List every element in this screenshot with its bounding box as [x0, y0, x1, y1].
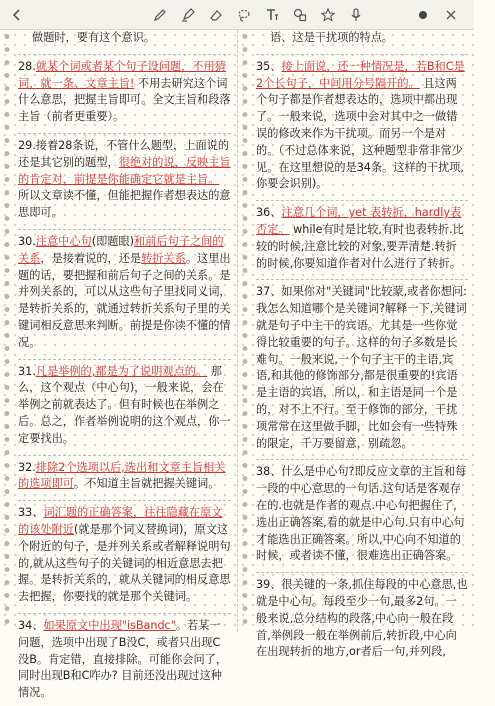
- eraser-icon[interactable]: [205, 4, 227, 26]
- note-item-l29: [18, 138, 231, 226]
- note-text: 34、: [18, 618, 44, 632]
- note-text: (即题眼): [91, 234, 135, 248]
- highlighted-text: 就某个词或者某个句子设问题，不用猜词，就一条、文章主旨!: [18, 59, 226, 90]
- note-text: 38、什么是中心句?即反应文章的主旨和每一段的中心意思的一句话.这句话是客观存在的.也就是作者的观点.中心句把握住了,选出正确答案,看的就是中心句.只有中心句才能选出正确答案。所以,中心向不知道的时候，或者读不懂，很难选出正确答案。: [256, 465, 467, 563]
- dashed-divider: [18, 500, 231, 501]
- note-text: 。不知道主旨就把握关键词。: [73, 477, 220, 491]
- lasso-icon[interactable]: [233, 4, 255, 26]
- back-icon[interactable]: [6, 4, 28, 26]
- close-icon[interactable]: [440, 4, 462, 26]
- highlighted-text: 词汇题的正确答案，往往隐藏在原文的该处附近: [18, 506, 223, 536]
- note-text: 39、很关键的一条,抓住每段的中心意思,也就是中心句。每段至少一句,最多2句。一般来说,总分结构的段落,中心向一般在段首,举例段一般在举例前后,转折段,中心向在出现转折的地方,or者后一句,并列段,: [256, 578, 468, 659]
- mic-icon[interactable]: [345, 4, 367, 26]
- highlighted-text: 很绝对的说，反映主旨的肯定对，前提是你能确定它就是主旨。: [18, 155, 231, 186]
- note-text: 37、如果你对"关键词"比较蒙,或者你想问:我怎么知道哪个是关键词?解释一下,关键词就是句子中主干的宾语。尤其是一些你觉得比较重要的句子。这样的句子多数是长难句。一般来说,一个句子主干的主语,宾语,和其他的修饰部分,都是很重要的!宾语是主语的宾语，所以，和主语是同一个是的，对不上不行。至于修饰的部分，干扰项常常在这里做手脚，比如会有一些特殊的限定，千万要留意，别疏忽。: [256, 285, 467, 450]
- note-text: 且这两个句子都是作者想表达的，选项中都出现了。一般来说，选项中会对其中之一做错误的修改来作为干扰项。而另一个是对的。（不过总体来说，这种题型非常非常少见。在这里想说的是34条。这样的干扰项,你要会识别)。: [256, 76, 464, 191]
- dashed-divider: [18, 455, 231, 456]
- note-item-r0: [256, 30, 468, 51]
- dashed-divider: [18, 133, 231, 134]
- note-text: ，是接着说的，还是: [40, 251, 142, 265]
- highlighted-text: 注意几个词，yet 表转折，hardly表否定。: [256, 206, 462, 236]
- note-item-l32: [18, 460, 231, 498]
- note-text: 36、: [256, 206, 282, 220]
- note-item-l30: [18, 234, 231, 356]
- dashed-divider: [256, 54, 468, 55]
- note-text: 31.: [18, 364, 36, 378]
- note-text: 做题时，要有这个意识。: [32, 31, 156, 44]
- text-tool-icon[interactable]: [261, 4, 283, 26]
- note-text: 所以文章读不懂，但能把握作者想表达的意思即可。: [18, 189, 231, 220]
- highlighted-text: 如果原文中出现"isBandc": [43, 618, 176, 632]
- note-text: 30.: [18, 234, 36, 248]
- dashed-divider: [256, 279, 468, 280]
- note-item-l31: [18, 364, 231, 452]
- note-item-l33: [18, 505, 231, 610]
- shapes-icon[interactable]: [289, 4, 311, 26]
- dashed-divider: [256, 572, 468, 573]
- note-text: 不用去研究这个词什么意思，把握主旨即可。全文主旨和段落主旨（前者更重要）。: [18, 76, 231, 124]
- dashed-divider: [18, 54, 231, 55]
- note-text: 33、: [18, 506, 44, 520]
- dashed-divider: [18, 613, 231, 614]
- note-item-r38: [256, 464, 468, 569]
- highlighted-text: 凡是举例的,都是为了说明观点的。: [35, 364, 208, 378]
- note-text: 32.: [18, 460, 36, 474]
- color-dot-icon[interactable]: [412, 4, 434, 26]
- note-item-r37: [256, 284, 468, 456]
- note-item-r36: [256, 205, 468, 276]
- note-text: while有时是比较,有时也表转折.比较的时候,注意比较的对象,要弄清楚.转折的时候,你要知道作者对什么进行了转折。: [256, 222, 464, 270]
- highlighted-text: 转折关系: [141, 251, 186, 265]
- note-text: 。这里出题的话，要把握和前后句子之间的关系。是并列关系的，可以从这些句子里找同义词，是转折关系的，就通过转折关系句子里的关键词相反意思来判断。前提是你读不懂的情况。: [18, 251, 231, 349]
- note-item-l34: [18, 618, 231, 706]
- note-text: 29.接着28条说，不管什么题型，上面说的还是其它别的题型，: [18, 138, 230, 169]
- note-item-l28: [18, 59, 231, 130]
- note-text: (就是那个词义替换词)，原文这个附近的句子，是并列关系或者解释说明句的,就从这些句子的关键词的相近意思去把握。是转折关系的，就从关键词的相反意思去把握，你要找的就是那个关键词。: [18, 522, 231, 604]
- annotation-toolbar: [0, 0, 474, 30]
- highlighter-icon[interactable]: [177, 4, 199, 26]
- notes-pages: [0, 30, 474, 700]
- highlighted-text: 接上面说，还一种情况是，若B和C是2个长句子，中间用分号隔开的。: [256, 59, 465, 90]
- note-text: 35、: [256, 59, 282, 73]
- highlighted-text: 注意中心句: [35, 234, 92, 248]
- dashed-divider: [18, 229, 231, 230]
- note-text: 语、这是干扰项的特点。: [270, 31, 394, 44]
- dashed-divider: [256, 200, 468, 201]
- note-text: 。若某一问题，选项中出现了B没C，或者只出现C没B。肯定错，直接排除。可能你会问了，同时出现B和C咋办? 目前还没出现过这种情况。: [18, 618, 228, 700]
- dashed-divider: [256, 459, 468, 460]
- highlighted-text: 和前后句子之间的关系: [18, 234, 224, 265]
- dashed-divider: [18, 359, 231, 360]
- note-item-r39: [256, 577, 468, 665]
- note-item-r35: [256, 59, 468, 197]
- highlighted-text: 排除2个选项以后,选出和文章主旨相关的选项即可: [18, 460, 226, 491]
- left-page-column: [0, 30, 237, 700]
- star-icon[interactable]: [317, 4, 339, 26]
- pen-icon[interactable]: [149, 4, 171, 26]
- note-item-l0: [18, 30, 231, 51]
- right-page-column: [237, 30, 474, 659]
- note-text: 28.: [18, 59, 36, 73]
- note-text: 那么，这个观点（中心句)，一般来说，会在举例之前就表达了。但有时候也在举例之后。总之，作者举例说明的这个观点，你一定要找出。: [18, 364, 231, 445]
